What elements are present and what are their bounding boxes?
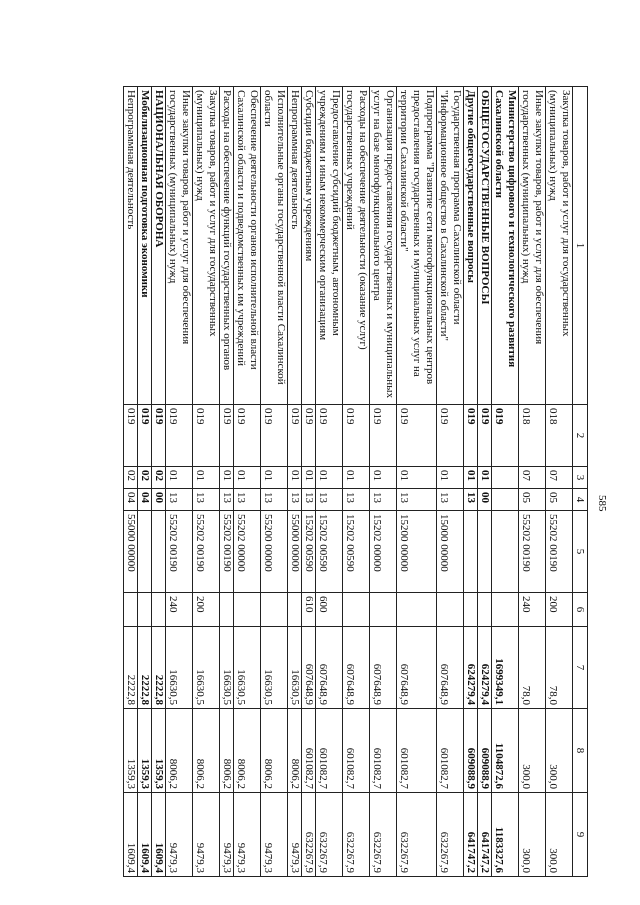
ministry-code-cell: 019 — [370, 405, 397, 467]
table-row — [261, 87, 288, 877]
header-cell: 7 — [573, 627, 588, 709]
table-row — [478, 87, 492, 877]
amount-cell-9: 9479,3 — [261, 793, 288, 877]
section-cell: 01 — [220, 467, 234, 489]
subsection-cell: 13 — [288, 489, 302, 511]
amount-cell-9: 641747,2 — [464, 793, 478, 877]
budget-table — [123, 86, 588, 877]
target-article-cell: 55000 00000 — [124, 511, 138, 593]
table-row — [397, 87, 437, 877]
subsection-cell: 13 — [397, 489, 437, 511]
target-article-cell: 55202 00190 — [166, 511, 193, 593]
row-name-cell: Министерство цифрового и технологического развития Сахалинской области — [492, 87, 519, 405]
row-name-cell: Непрограммная деятельность — [124, 87, 138, 405]
amount-cell-8: 601082,7 — [316, 709, 343, 793]
target-article-cell: 55202 00000 — [234, 511, 261, 593]
amount-cell-7: 607648,9 — [316, 627, 343, 709]
subsection-cell: 00 — [152, 489, 166, 511]
row-name-cell: ОБЩЕГОСУДАРСТВЕННЫЕ ВОПРОСЫ — [478, 87, 492, 405]
header-cell: 4 — [573, 489, 588, 511]
table-row — [124, 87, 138, 877]
amount-cell-7: 1699349,1 — [492, 627, 519, 709]
ministry-code-cell: 019 — [166, 405, 193, 467]
row-name-cell: Закупка товаров, работ и услуг для государственных (муниципальных) нужд — [193, 87, 220, 405]
row-name-cell: Закупка товаров, работ и услуг для государственных (муниципальных) нужд — [546, 87, 573, 405]
expense-type-cell — [464, 593, 478, 627]
expense-type-cell — [397, 593, 437, 627]
section-cell: 01 — [397, 467, 437, 489]
section-cell: 01 — [166, 467, 193, 489]
table-row — [138, 87, 152, 877]
amount-cell-7: 607648,9 — [370, 627, 397, 709]
row-name-cell: Мобилизационная подготовка экономики — [138, 87, 152, 405]
table-row — [464, 87, 478, 877]
ministry-code-cell: 019 — [288, 405, 302, 467]
amount-cell-7: 607648,9 — [397, 627, 437, 709]
amount-cell-7: 624279,4 — [464, 627, 478, 709]
table-row — [492, 87, 519, 877]
target-article-cell — [138, 511, 152, 593]
table-row — [546, 87, 573, 877]
table-body — [124, 87, 588, 877]
amount-cell-9: 9479,3 — [288, 793, 302, 877]
row-name-cell: Государственная программа Сахалинской области "Информационное общество в Сахалинской области" — [437, 87, 464, 405]
expense-type-cell: 610 — [302, 593, 316, 627]
target-article-cell: 15202 00590 — [343, 511, 370, 593]
amount-cell-7: 607648,9 — [302, 627, 316, 709]
table-row — [343, 87, 370, 877]
expense-type-cell — [261, 593, 288, 627]
subsection-cell: 00 — [478, 489, 492, 511]
section-cell: 01 — [261, 467, 288, 489]
amount-cell-8: 601082,7 — [370, 709, 397, 793]
amount-cell-8: 8006,2 — [220, 709, 234, 793]
ministry-code-cell: 019 — [234, 405, 261, 467]
expense-type-cell — [370, 593, 397, 627]
table-row — [220, 87, 234, 877]
amount-cell-9: 632267,9 — [370, 793, 397, 877]
amount-cell-7: 2222,8 — [124, 627, 138, 709]
expense-type-cell — [437, 593, 464, 627]
table-row — [166, 87, 193, 877]
ministry-code-cell: 019 — [437, 405, 464, 467]
amount-cell-7: 16630,5 — [234, 627, 261, 709]
amount-cell-8: 300,0 — [519, 709, 546, 793]
target-article-cell: 55200 00000 — [261, 511, 288, 593]
amount-cell-7: 624279,4 — [478, 627, 492, 709]
table-row — [234, 87, 261, 877]
row-name-cell: Непрограммная деятельность — [288, 87, 302, 405]
ministry-code-cell: 019 — [316, 405, 343, 467]
section-cell: 01 — [437, 467, 464, 489]
row-name-cell: Подпрограмма "Развитие сети многофункциональных центров предоставления государственных и муниципальных услуг на территории Сахалинской области" — [397, 87, 437, 405]
header-cell: 3 — [573, 467, 588, 489]
amount-cell-9: 300,0 — [546, 793, 573, 877]
ministry-code-cell: 019 — [343, 405, 370, 467]
header-cell: 9 — [573, 793, 588, 877]
target-article-cell — [464, 511, 478, 593]
row-name-cell: НАЦИОНАЛЬНАЯ ОБОРОНА — [152, 87, 166, 405]
section-cell: 07 — [519, 467, 546, 489]
table-row — [370, 87, 397, 877]
header-cell: 5 — [573, 511, 588, 593]
target-article-cell — [478, 511, 492, 593]
ministry-code-cell: 018 — [546, 405, 573, 467]
table-row — [152, 87, 166, 877]
table-row — [437, 87, 464, 877]
expense-type-cell — [492, 593, 519, 627]
amount-cell-8: 1104872,6 — [492, 709, 519, 793]
amount-cell-9: 9479,3 — [166, 793, 193, 877]
ministry-code-cell: 019 — [464, 405, 478, 467]
amount-cell-7: 16630,5 — [220, 627, 234, 709]
section-cell: 01 — [193, 467, 220, 489]
amount-cell-9: 632267,9 — [302, 793, 316, 877]
header-cell: 1 — [573, 87, 588, 405]
target-article-cell: 15000 00000 — [437, 511, 464, 593]
target-article-cell: 55202 00190 — [193, 511, 220, 593]
ministry-code-cell: 019 — [302, 405, 316, 467]
amount-cell-7: 607648,9 — [437, 627, 464, 709]
target-article-cell — [492, 511, 519, 593]
amount-cell-7: 607648,9 — [343, 627, 370, 709]
subsection-cell: 04 — [124, 489, 138, 511]
amount-cell-9: 1609,4 — [138, 793, 152, 877]
amount-cell-9: 9479,3 — [234, 793, 261, 877]
amount-cell-8: 609088,9 — [478, 709, 492, 793]
header-row — [573, 87, 588, 877]
table-row — [519, 87, 546, 877]
expense-type-cell — [234, 593, 261, 627]
amount-cell-8: 8006,2 — [234, 709, 261, 793]
amount-cell-8: 8006,2 — [193, 709, 220, 793]
section-cell: 02 — [138, 467, 152, 489]
amount-cell-9: 632267,9 — [397, 793, 437, 877]
subsection-cell: 13 — [261, 489, 288, 511]
section-cell: 01 — [370, 467, 397, 489]
target-article-cell: 15202 00590 — [302, 511, 316, 593]
ministry-code-cell: 019 — [478, 405, 492, 467]
amount-cell-9: 300,0 — [519, 793, 546, 877]
subsection-cell: 13 — [370, 489, 397, 511]
amount-cell-7: 16630,5 — [166, 627, 193, 709]
target-article-cell: 55202 00190 — [546, 511, 573, 593]
expense-type-cell — [343, 593, 370, 627]
subsection-cell: 13 — [437, 489, 464, 511]
expense-type-cell: 200 — [546, 593, 573, 627]
row-name-cell: Иные закупки товаров, работ и услуг для обеспечения государственных (муниципальных) нужд — [166, 87, 193, 405]
amount-cell-8: 300,0 — [546, 709, 573, 793]
amount-cell-9: 1609,4 — [152, 793, 166, 877]
amount-cell-7: 2222,8 — [152, 627, 166, 709]
target-article-cell: 55000 00000 — [288, 511, 302, 593]
ministry-code-cell: 018 — [519, 405, 546, 467]
page-number: 585 — [596, 495, 608, 512]
target-article-cell: 15200 00000 — [397, 511, 437, 593]
table-row — [302, 87, 316, 877]
target-article-cell — [152, 511, 166, 593]
row-name-cell: Организация предоставления государственных и муниципальных услуг на базе многофункционального центра — [370, 87, 397, 405]
section-cell: 02 — [152, 467, 166, 489]
amount-cell-8: 1359,3 — [124, 709, 138, 793]
amount-cell-9: 641747,2 — [478, 793, 492, 877]
amount-cell-9: 632267,9 — [316, 793, 343, 877]
expense-type-cell: 200 — [193, 593, 220, 627]
ministry-code-cell: 019 — [261, 405, 288, 467]
amount-cell-7: 78,0 — [546, 627, 573, 709]
subsection-cell: 05 — [519, 489, 546, 511]
ministry-code-cell: 019 — [220, 405, 234, 467]
expense-type-cell: 240 — [166, 593, 193, 627]
amount-cell-7: 16630,5 — [261, 627, 288, 709]
subsection-cell: 05 — [546, 489, 573, 511]
header-cell: 6 — [573, 593, 588, 627]
header-cell: 8 — [573, 709, 588, 793]
expense-type-cell — [152, 593, 166, 627]
subsection-cell: 04 — [138, 489, 152, 511]
row-name-cell: Иные закупки товаров, работ и услуг для обеспечения государственных (муниципальных) нужд — [519, 87, 546, 405]
amount-cell-8: 601082,7 — [343, 709, 370, 793]
subsection-cell: 13 — [234, 489, 261, 511]
section-cell: 01 — [316, 467, 343, 489]
section-cell: 01 — [478, 467, 492, 489]
subsection-cell: 13 — [316, 489, 343, 511]
row-name-cell: Другие общегосударственные вопросы — [464, 87, 478, 405]
subsection-cell: 13 — [343, 489, 370, 511]
ministry-code-cell: 019 — [138, 405, 152, 467]
section-cell: 01 — [343, 467, 370, 489]
table-row — [193, 87, 220, 877]
expense-type-cell — [288, 593, 302, 627]
ministry-code-cell: 019 — [397, 405, 437, 467]
row-name-cell: Обеспечение деятельности органов исполнительной власти Сахалинской области и подведомственных им учреждений — [234, 87, 261, 405]
amount-cell-7: 16630,5 — [193, 627, 220, 709]
target-article-cell: 55202 00190 — [220, 511, 234, 593]
amount-cell-9: 1609,4 — [124, 793, 138, 877]
amount-cell-8: 8006,2 — [288, 709, 302, 793]
amount-cell-8: 601082,7 — [397, 709, 437, 793]
amount-cell-8: 8006,2 — [166, 709, 193, 793]
row-name-cell: Расходы на обеспечение деятельности (оказание услуг) государственных учреждений — [343, 87, 370, 405]
table-row — [288, 87, 302, 877]
amount-cell-7: 2222,8 — [138, 627, 152, 709]
subsection-cell: 13 — [193, 489, 220, 511]
section-cell: 01 — [234, 467, 261, 489]
row-name-cell: Исполнительные органы государственной власти Сахалинской области — [261, 87, 288, 405]
table-row — [316, 87, 343, 877]
amount-cell-9: 632267,9 — [437, 793, 464, 877]
amount-cell-8: 8006,2 — [261, 709, 288, 793]
expense-type-cell — [138, 593, 152, 627]
row-name-cell: Расходы на обеспечение функций государственных органов — [220, 87, 234, 405]
ministry-code-cell: 019 — [492, 405, 519, 467]
ministry-code-cell: 019 — [193, 405, 220, 467]
target-article-cell: 55202 00190 — [519, 511, 546, 593]
subsection-cell: 13 — [220, 489, 234, 511]
section-cell: 01 — [464, 467, 478, 489]
subsection-cell: 13 — [166, 489, 193, 511]
amount-cell-8: 1359,3 — [152, 709, 166, 793]
section-cell: 01 — [302, 467, 316, 489]
amount-cell-8: 601082,7 — [437, 709, 464, 793]
ministry-code-cell: 019 — [124, 405, 138, 467]
section-cell: 01 — [288, 467, 302, 489]
amount-cell-8: 1359,3 — [138, 709, 152, 793]
amount-cell-8: 601082,7 — [302, 709, 316, 793]
amount-cell-8: 609088,9 — [464, 709, 478, 793]
header-cell: 2 — [573, 405, 588, 467]
row-name-cell: Предоставление субсидий бюджетным, автономным учреждениям и иным некоммерческим организациям — [316, 87, 343, 405]
subsection-cell: 13 — [464, 489, 478, 511]
amount-cell-7: 78,0 — [519, 627, 546, 709]
section-cell — [492, 467, 519, 489]
rotated-page — [50, 86, 588, 876]
section-cell: 07 — [546, 467, 573, 489]
amount-cell-9: 632267,9 — [343, 793, 370, 877]
target-article-cell: 15202 00590 — [316, 511, 343, 593]
amount-cell-9: 1183327,6 — [492, 793, 519, 877]
expense-type-cell — [220, 593, 234, 627]
expense-type-cell — [124, 593, 138, 627]
subsection-cell — [492, 489, 519, 511]
row-name-cell: Субсидии бюджетным учреждениям — [302, 87, 316, 405]
amount-cell-7: 16630,5 — [288, 627, 302, 709]
ministry-code-cell: 019 — [152, 405, 166, 467]
amount-cell-9: 9479,3 — [220, 793, 234, 877]
expense-type-cell: 600 — [316, 593, 343, 627]
subsection-cell: 13 — [302, 489, 316, 511]
expense-type-cell — [478, 593, 492, 627]
amount-cell-9: 9479,3 — [193, 793, 220, 877]
expense-type-cell: 240 — [519, 593, 546, 627]
section-cell: 02 — [124, 467, 138, 489]
target-article-cell: 15202 00000 — [370, 511, 397, 593]
